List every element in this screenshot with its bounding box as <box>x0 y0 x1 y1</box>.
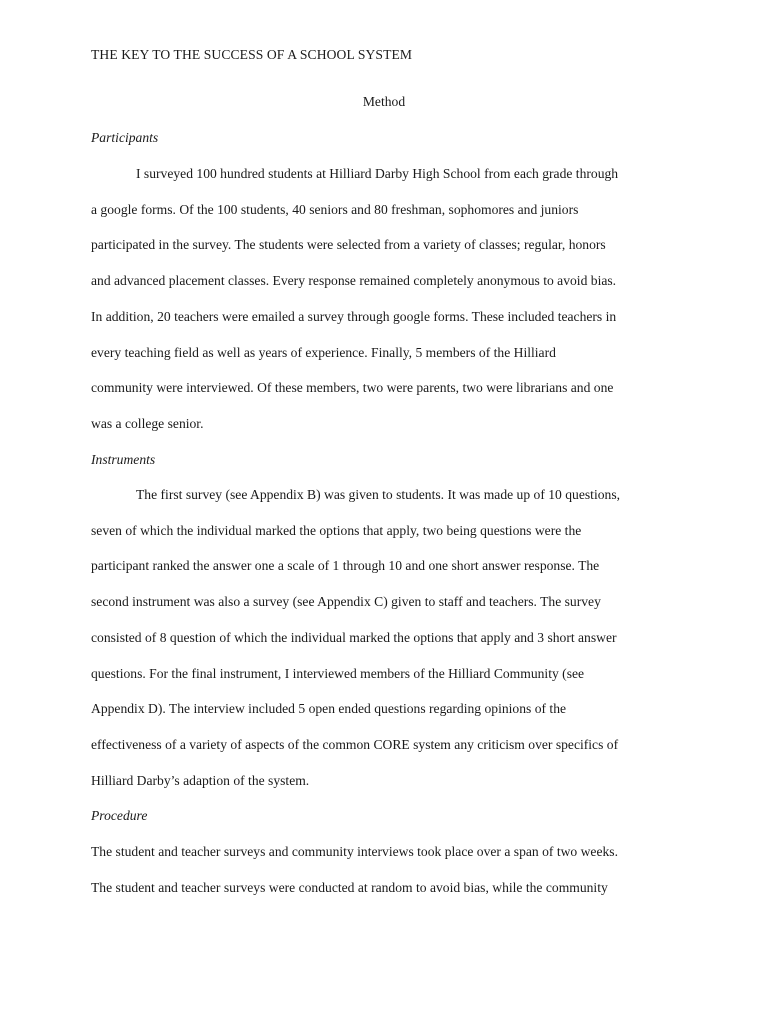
text-line: participant ranked the answer one a scale of 1 through 10 and one short answer response. The <box>91 558 600 574</box>
text-line: participated in the survey. The students were selected from a variety of classes; regular, honors <box>91 237 606 253</box>
text-line: every teaching field as well as years of experience. Finally, 5 members of the Hilliard <box>91 344 556 360</box>
text-line: The student and teacher surveys and community interviews took place over a span of two weeks. <box>91 844 618 859</box>
text-line: a google forms. Of the 100 students, 40 seniors and 80 freshman, sophomores and juniors <box>91 201 579 217</box>
text-line: seven of which the individual marked the options that apply, two being questions were the <box>91 522 582 538</box>
text-line: community were interviewed. Of these members, two were parents, two were librarians and one <box>91 380 614 396</box>
section-title: Method <box>362 94 406 109</box>
participants-paragraph <box>91 156 677 442</box>
text-line: consisted of 8 question of which the individual marked the options that apply and 3 short answer <box>91 629 617 645</box>
text-line: Hilliard Darby’s adaption of the system. <box>91 772 310 788</box>
text-line: and advanced placement classes. Every response remained completely anonymous to avoid bias. <box>91 273 617 289</box>
instruments-paragraph <box>91 477 677 798</box>
participants-heading: Participants <box>91 130 159 145</box>
text-line: In addition, 20 teachers were emailed a survey through google forms. These included teachers in <box>91 308 617 324</box>
text-line: I surveyed 100 hundred students at Hilliard Darby High School from each grade through <box>136 166 619 181</box>
instruments-heading: Instruments <box>91 452 156 467</box>
running-head: THE KEY TO THE SUCCESS OF A SCHOOL SYSTEM <box>91 47 413 62</box>
procedure-heading: Procedure <box>91 808 148 823</box>
text-line: questions. For the final instrument, I interviewed members of the Hilliard Community (see <box>91 665 585 681</box>
text-line: The first survey (see Appendix B) was given to students. It was made up of 10 questions, <box>136 487 621 502</box>
text-line: was a college senior. <box>91 415 204 431</box>
text-line: The student and teacher surveys were conducted at random to avoid bias, while the community <box>91 879 608 895</box>
text-line: second instrument was also a survey (see Appendix C) given to staff and teachers. The survey <box>91 594 601 610</box>
text-line: effectiveness of a variety of aspects of the common CORE system any criticism over specifics of <box>91 736 619 752</box>
text-line: Appendix D). The interview included 5 open ended questions regarding opinions of the <box>91 701 567 717</box>
procedure-paragraph <box>91 834 677 905</box>
